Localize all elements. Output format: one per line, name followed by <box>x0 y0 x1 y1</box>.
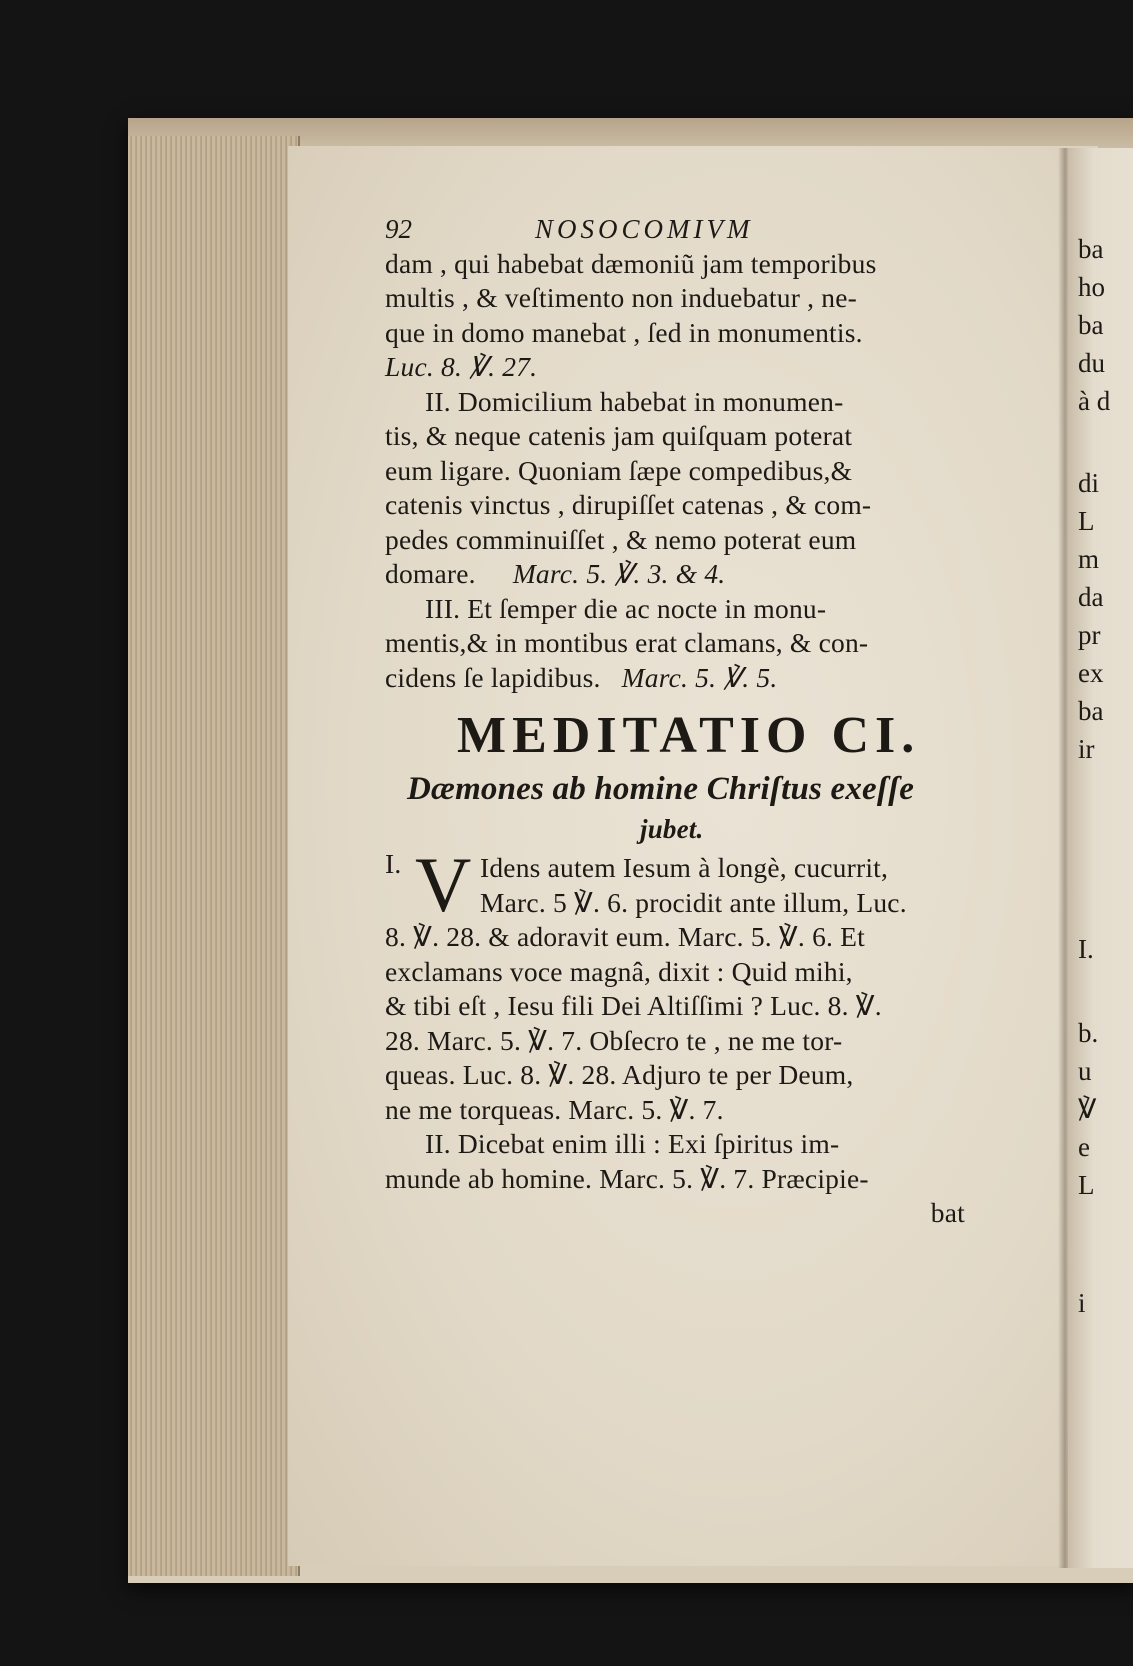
running-header <box>385 212 985 247</box>
catchword: bat <box>930 1197 965 1228</box>
running-title: NOSOCOMIVM <box>535 214 754 244</box>
text-line: pedes comminuiſſet , & nemo poterat eum <box>385 523 857 555</box>
scripture-reference: Marc. 5. ℣. 5. <box>621 661 778 693</box>
drop-cap: V <box>415 841 472 928</box>
text-line: mentis,& in montibus erat clamans, & con- <box>385 627 869 658</box>
text-fragment: cidens ſe lapidibus. <box>385 661 601 693</box>
text-line: eum ligare. Quoniam ſæpe compedibus,& <box>385 454 853 486</box>
text-line <box>385 661 985 696</box>
text-line: que in domo manebat , ſed in monumentis. <box>385 316 863 348</box>
text-line: queas. Luc. 8. ℣. 28. Adjuro te per Deum, <box>385 1059 854 1090</box>
meditation-subtitle-cont: jubet. <box>640 814 704 844</box>
right-fragment: ba <box>1078 310 1104 340</box>
right-fragment: u <box>1078 1056 1092 1086</box>
text-line: ne me torqueas. Marc. 5. ℣. 7. <box>385 1093 724 1125</box>
right-fragment: I. <box>1078 934 1094 964</box>
text-fragment: domare. <box>385 558 476 589</box>
scripture-reference: Luc. 8. ℣. 27. <box>385 351 538 382</box>
text-line: 28. Marc. 5. ℣. 7. Obſecro te , ne me tor- <box>385 1024 843 1056</box>
meditation-subtitle: Dæmones ab homine Chriſtus exeſſe <box>407 771 915 807</box>
page-number: 92 <box>385 214 412 244</box>
right-fragment: ba <box>1078 234 1104 264</box>
right-fragment: m <box>1078 544 1100 574</box>
right-fragment: ℣ <box>1078 1094 1097 1124</box>
right-fragment: L <box>1078 506 1095 536</box>
right-fragment: ex <box>1078 658 1104 688</box>
right-fragment: du <box>1078 348 1105 378</box>
text-line: Marc. 5 ℣. 6. procidit ante illum, Luc. <box>480 886 907 918</box>
right-fragment: e <box>1078 1132 1090 1162</box>
right-fragment: ba <box>1078 696 1104 726</box>
text-line: munde ab homine. Marc. 5. ℣. 7. Præcipie- <box>385 1162 869 1194</box>
text-fragment: Idens autem Iesum à longè, cucurrit, <box>480 852 889 883</box>
right-page <box>1068 148 1133 1568</box>
right-fragment: da <box>1078 582 1104 612</box>
text-line: II. Domicilium habebat in monumen- <box>425 385 844 417</box>
meditation-heading: MEDITATIO CI. <box>457 707 921 764</box>
right-fragment: ho <box>1078 272 1105 302</box>
text-line: III. Et ſemper die ac nocte in monu- <box>425 592 827 624</box>
text-line: 8. ℣. 28. & adoravit eum. Marc. 5. ℣. 6. Et <box>385 921 866 952</box>
paragraph-number: I. <box>385 848 402 879</box>
text-line: II. Dicebat enim illi : Exi ſpiritus im- <box>425 1128 840 1159</box>
page-edges <box>128 136 300 1576</box>
text-line: multis , & veſtimento non induebatur , ne- <box>385 282 858 313</box>
right-fragment: à d <box>1078 386 1111 416</box>
text-line: & tibi eſt , Iesu fili Dei Altiſſimi ? Luc. 8. ℣. <box>385 990 882 1021</box>
text-line <box>385 557 985 592</box>
text-line: dam , qui habebat dæmoniũ jam temporibus <box>385 247 877 279</box>
text-line: tis, & neque catenis jam quiſquam poterat <box>385 420 853 451</box>
right-fragment: pr <box>1078 620 1101 650</box>
right-fragment: L <box>1078 1170 1095 1200</box>
scripture-reference: Marc. 5. ℣. 3. & 4. <box>512 558 726 589</box>
page-text <box>385 212 985 1231</box>
right-fragment: b. <box>1078 1018 1099 1048</box>
right-fragment: i <box>1078 1288 1086 1318</box>
text-line: catenis vinctus , dirupiſſet catenas , & com- <box>385 489 872 520</box>
text-line: exclamans voce magnâ, dixit : Quid mihi, <box>385 955 853 987</box>
right-fragment: ir <box>1078 734 1095 764</box>
right-fragment: di <box>1078 468 1100 498</box>
